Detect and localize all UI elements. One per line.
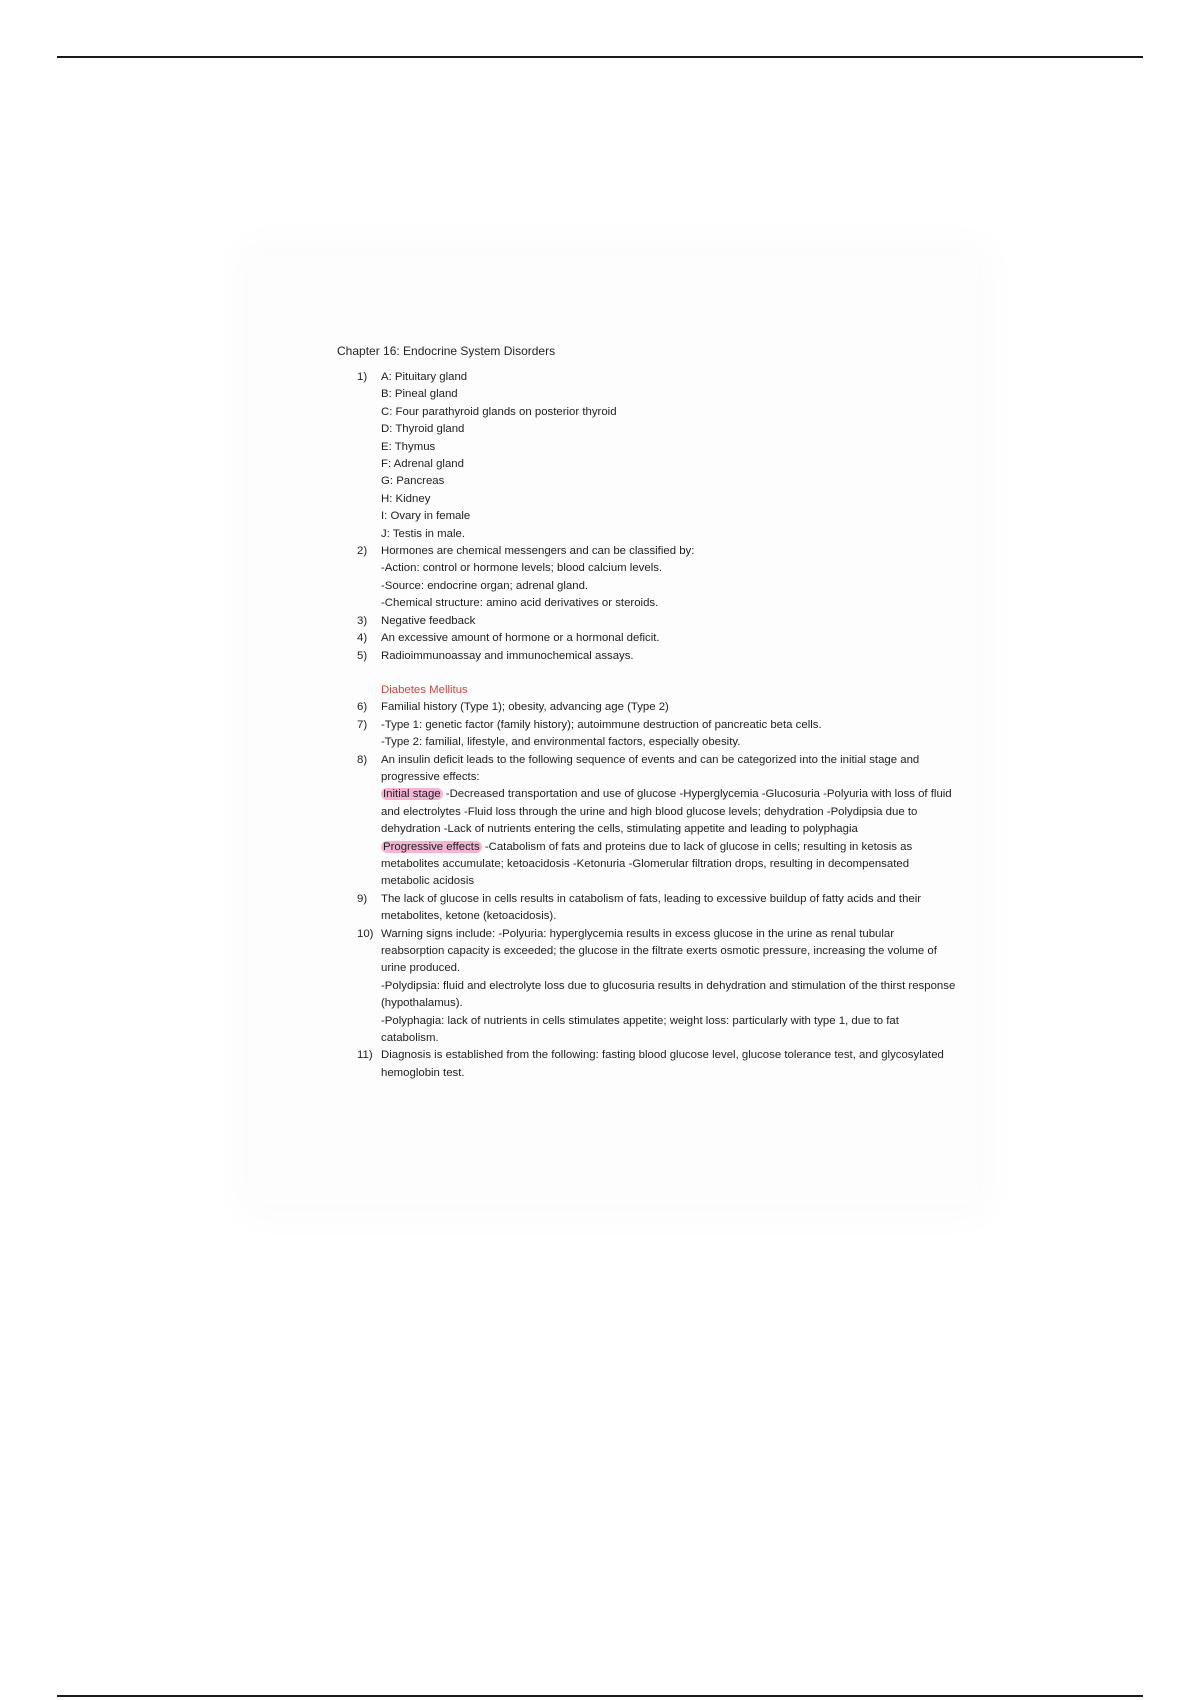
answer-4 <box>357 630 957 647</box>
answer-intro: An insulin deficit leads to the following sequence of events and can be categorized into the initial stage and progressive effects: <box>381 753 920 783</box>
answer-line: Radioimmunoassay and immunochemical assays. <box>381 649 634 662</box>
answer-line: An excessive amount of hormone or a hormonal deficit. <box>381 632 660 645</box>
answer-5 <box>357 648 957 665</box>
bottom-rule <box>57 1695 1143 1697</box>
answer-number: 6) <box>357 701 368 714</box>
answer-2 <box>357 543 957 613</box>
answer-7 <box>357 717 957 752</box>
answer-line: G: Pancreas <box>381 475 445 488</box>
answer-number: 9) <box>357 892 368 905</box>
initial-stage-paragraph <box>381 786 957 838</box>
section-heading: Diabetes Mellitus <box>381 683 468 696</box>
answer-number: 10) <box>357 927 374 940</box>
answer-line: Negative feedback <box>381 614 476 627</box>
warning-signs-polyuria: Warning signs include: -Polyuria: hyperglycemia results in excess glucose in the urine as renal tubular reabsorption capacity is exceeded; the glucose in the filtrate exerts osmotic pressure, increasing the volume of urine produced. <box>381 927 937 975</box>
answer-line: E: Thymus <box>381 440 436 453</box>
highlight-initial-stage: Initial stage <box>383 788 441 801</box>
answer-line: -Source: endocrine organ; adrenal gland. <box>381 579 589 592</box>
answer-line: -Action: control or hormone levels; blood calcium levels. <box>381 562 663 575</box>
progressive-effects-text: -Catabolism of fats and proteins due to lack of glucose in cells; resulting in ketosis as metabolites accumulate; ketoacidosis -Ketonuria -Glomerular filtration drops, resulting in decompensated metabolic acidosis <box>381 840 913 888</box>
answer-line: H: Kidney <box>381 492 431 505</box>
answer-number: 4) <box>357 632 368 645</box>
answer-number: 5) <box>357 649 368 662</box>
answer-text: The lack of glucose in cells results in catabolism of fats, leading to excessive buildup of fatty acids and their metabolites, ketone (ketoacidosis). <box>381 892 922 923</box>
answer-3 <box>357 613 957 630</box>
answer-number: 3) <box>357 614 368 627</box>
warning-signs-polyphagia: -Polyphagia: lack of nutrients in cells stimulates appetite; weight loss: particularly with type 1, due to fat catabolism. <box>381 1014 899 1045</box>
answer-line: B: Pineal gland <box>381 388 458 401</box>
answer-line: Hormones are chemical messengers and can be classified by: <box>381 545 695 558</box>
top-rule <box>57 56 1143 58</box>
answer-1 <box>357 369 957 543</box>
answer-line: J: Testis in male. <box>381 527 465 540</box>
answer-9 <box>357 891 957 926</box>
answer-11 <box>357 1047 957 1082</box>
answer-line: -Chemical structure: amino acid derivatives or steroids. <box>381 597 659 610</box>
answer-8 <box>357 752 957 891</box>
answer-number: 8) <box>357 753 368 766</box>
answer-line: D: Thyroid gland <box>381 423 465 436</box>
page-title: Chapter 16: Endocrine System Disorders <box>337 344 556 358</box>
answer-list <box>357 369 957 1082</box>
answer-line: F: Adrenal gland <box>381 458 464 471</box>
answer-line: C: Four parathyroid glands on posterior thyroid <box>381 405 617 418</box>
answer-number: 7) <box>357 718 368 731</box>
answer-number: 2) <box>357 545 368 558</box>
answer-line: I: Ovary in female <box>381 510 471 523</box>
answer-text: Diagnosis is established from the following: fasting blood glucose level, glucose tolerance test, and glycosylated hemoglobin test. <box>381 1049 944 1079</box>
answer-10 <box>357 926 957 1048</box>
initial-stage-text: -Decreased transportation and use of glucose -Hyperglycemia -Glucosuria -Polyuria with loss of fluid and electrolytes -Fluid loss through the urine and high blood glucose levels; dehydration -Polydipsia due to dehydration -Lack of nutrients entering the cells, stimulating appetite and leading to polyphagia <box>381 788 952 836</box>
warning-signs-polydipsia: -Polydipsia: fluid and electrolyte loss due to glucosuria results in dehydration and stimulation of the thirst response (hypothalamus). <box>381 979 956 1010</box>
answer-6 <box>357 699 957 716</box>
answer-number: 1) <box>357 371 368 383</box>
highlight-progressive-effects: Progressive effects <box>383 840 480 853</box>
progressive-effects-paragraph <box>381 839 957 891</box>
answer-number: 11) <box>357 1049 373 1062</box>
answer-line: -Type 2: familial, lifestyle, and environmental factors, especially obesity. <box>381 736 741 749</box>
answer-line: A: Pituitary gland <box>381 371 468 383</box>
answer-line: Familial history (Type 1); obesity, advancing age (Type 2) <box>381 701 669 714</box>
answer-line: -Type 1: genetic factor (family history); autoimmune destruction of pancreatic beta cells. <box>381 718 822 731</box>
